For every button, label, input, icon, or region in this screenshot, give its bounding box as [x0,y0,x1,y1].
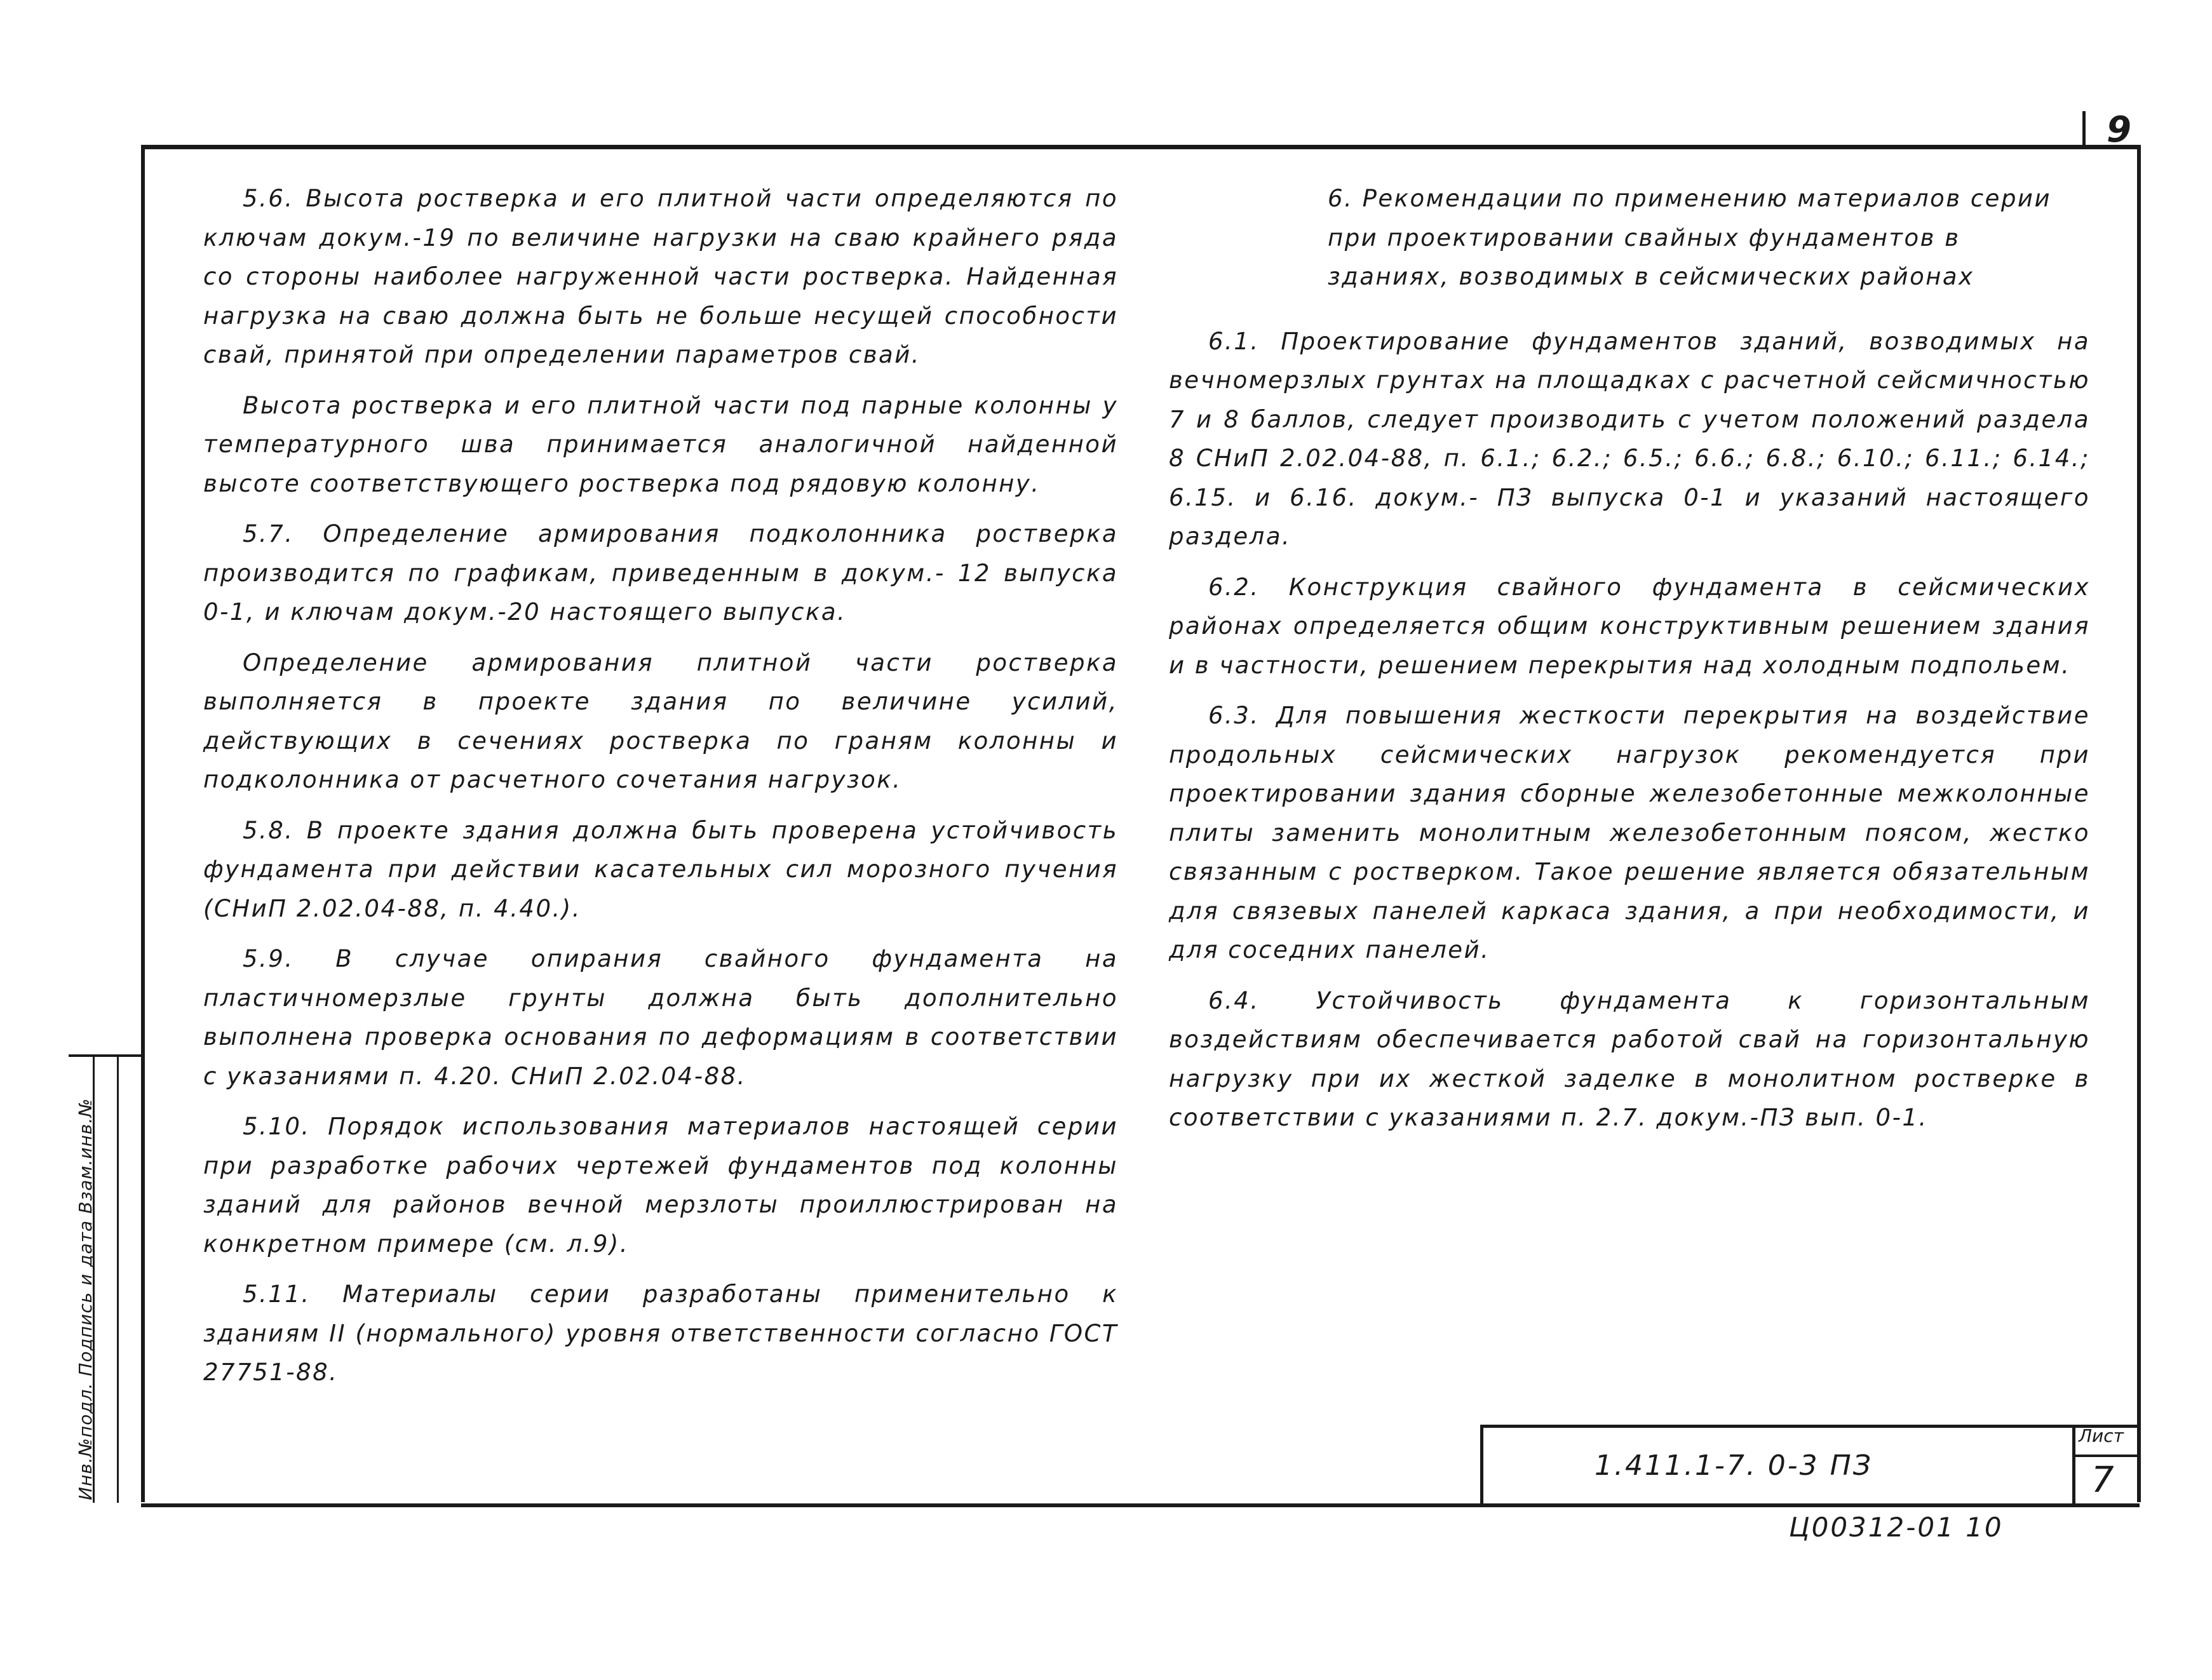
paragraph-6-3: 6.3. Для повышения жесткости перекрытия на воздействие продольных сейсмических нагрузок рекомендуется при проектировании здания сборные железобетонные межколонные плиты заменить монолитным железобетонным поясом, жестко связанным с ростверком. Такое решение является обязательным для связевых панелей каркаса здания, а при необходимости, и для соседних панелей. [1169,702,2090,964]
left-column [203,179,1118,1392]
sheet-cell-separator [2072,1455,2141,1457]
paragraph-5-7-cont: Определение армирования плитной части ростверка выполняется в проекте здания по величине усилий, действующих в сечениях ростверка по граням колонны и подколонника от расчетного сочетания нагрузок. [203,648,1118,793]
sheet-number: 7 [2091,1460,2114,1501]
stamp-label: Инв.№подл. Подпись и дата Взам.инв.№ [75,1098,96,1500]
paragraph-5-6-cont: Высота ростверка и его плитной части под парные колонны у температурного шва принимается аналогичной найденной высоте соответствующего ростверка под рядовую колонну. [203,391,1118,497]
page-number: 9 [2107,109,2131,151]
right-column [1169,179,2090,1138]
paragraph-5-10: 5.10. Порядок использования материалов настоящей серии при разработке рабочих чертежей фундаментов под колонны зданий для районов вечной мерзлоты проиллюстрирован на конкретном примере (см. л.9). [203,1113,1118,1258]
stamp-column-separator [117,1057,119,1503]
paragraph-5-7: 5.7. Определение армирования подколонника ростверка производится по графикам, приведенным в докум.- 12 выпуска 0-1, и ключам докум.-20 настоящего выпуска. [203,520,1118,626]
paragraph-6-4: 6.4. Устойчивость фундамента к горизонтальным воздействиям обеспечивается работой свай на горизонтальную нагрузку при их жесткой заделке в монолитном ростверке в соответствии с указаниями п. 2.7. докум.-ПЗ вып. 0-1. [1169,986,2090,1131]
section-6-heading: 6. Рекомендации по применению материалов серии при проектировании свайных фундаментов в зданиях, возводимых в сейсмических районах [1328,185,2052,290]
paragraph-6-1: 6.1. Проектирование фундаментов зданий, возводимых на вечномерзлых грунтах на площадках с расчетной сейсмичностью 7 и 8 баллов, следует производить с учетом положений раздела 8 СНиП 2.02.04-88, п. 6.1.; 6.2.; 6.5.; 6.6.; 6.8.; 6.10.; 6.11.; 6.14.; 6.15. и 6.16. докум.- ПЗ выпуска 0-1 и указаний настоящего раздела. [1169,327,2090,550]
archive-code: Ц00312-01 10 [1789,1512,2004,1543]
sheet-label: Лист [2079,1425,2124,1446]
page-number-tick [2082,111,2086,149]
paragraph-5-9: 5.9. В случае опирания свайного фундамента на пластичномерзлые грунты должна быть дополнительно выполнена проверка основания по деформациям в соответствии с указаниями п. 4.20. СНиП 2.02.04-88. [203,945,1118,1090]
doc-code: 1.411.1-7. 0-3 ПЗ [1595,1449,1873,1482]
paragraph-5-11: 5.11. Материалы серии разработаны применительно к зданиям II (нормального) уровня ответственности согласно ГОСТ 27751-88. [203,1280,1118,1386]
paragraph-5-6: 5.6. Высота ростверка и его плитной части определяются по ключам докум.-19 по величине нагрузки на сваю крайнего ряда со стороны наиболее нагруженной части ростверка. Найденная нагрузка на сваю должна быть не больше несущей способности свай, принятой при определении параметров свай. [203,185,1118,368]
paragraph-5-8: 5.8. В проекте здания должна быть проверена устойчивость фундамента при действии касательных сил морозного пучения (СНиП 2.02.04-88, п. 4.40.). [203,816,1118,922]
paragraph-6-2: 6.2. Конструкция свайного фундамента в сейсмических районах определяется общим конструктивным решением здания и в частности, решением перекрытия над холодным подпольем. [1169,573,2090,679]
